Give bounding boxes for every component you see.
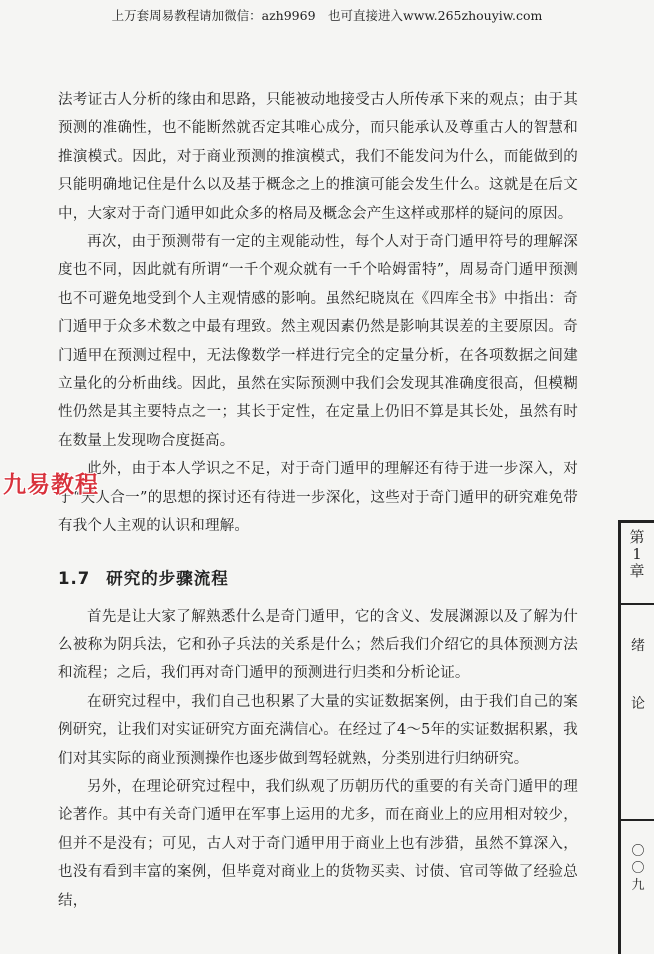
chapter-side-tab <box>618 520 654 954</box>
chapter-char: 第 <box>629 528 645 546</box>
page-body <box>58 86 578 915</box>
paragraph: 另外，在理论研究过程中，我们纵观了历朝历代的重要的有关奇门遁甲的理论著作。其中有关奇门遁甲在军事上运用的尤多，而在商业上的应用相对较少，但并不是没有；可见，古人对于奇门遁甲用于商业上也有涉猎，虽然不算深入，也没有看到丰富的案例，但毕竟对商业上的货物买卖、讨债、官司等做了经验总结， <box>58 778 578 909</box>
page-number-char: 九 <box>631 878 645 893</box>
chapter-label <box>627 529 647 580</box>
page-number <box>628 843 648 894</box>
chapter-title <box>628 617 648 733</box>
paragraph: 法考证古人分析的缘由和思路，只能被动地接受古人所传承下来的观点；由于其预测的准确性，也不能断然就否定其唯心成分，而只能承认及尊重古人的智慧和推演模式。因此，对于商业预测的推演模式，我们不能发问为什么，而能做到的只能明确地记住是什么以及基于概念之上的推演可能会发生什么。这就是在后文中，大家对于奇门遁甲如此众多的格局及概念会产生这样或那样的疑问的原因。 <box>58 92 578 222</box>
paragraph: 在研究过程中，我们自己也积累了大量的实证数据案例，由于我们自己的案例研究，让我们对实证研究方面充满信心。在经过了4～5年的实证数据积累，我们对其实际的商业预测操作也逐步做到驾轻就熟，分类别进行归纳研究。 <box>58 693 578 767</box>
paragraph: 首先是让大家了解熟悉什么是奇门遁甲，它的含义、发展渊源以及了解为什么被称为阴兵法，它和孙子兵法的关系是什么；然后我们介绍它的具体预测方法和流程；之后，我们再对奇门遁甲的预测进行归类和分析论证。 <box>58 608 578 682</box>
divider <box>621 819 654 821</box>
chapter-char: 1 <box>632 545 642 563</box>
title-char: 绪 <box>631 638 645 654</box>
chapter-char: 章 <box>629 562 645 580</box>
page-number-char: 〇 <box>631 844 645 859</box>
watermark-stamp: 九易教程 <box>3 472 99 498</box>
section-heading <box>58 565 578 589</box>
page-number-char: 〇 <box>631 861 645 876</box>
paragraph: 再次，由于预测带有一定的主观能动性，每个人对于奇门遁甲符号的理解深度也不同，因此就有所谓“一千个观众就有一千个哈姆雷特”，周易奇门遁甲预测也不可避免地受到个人主观情感的影响。虽然纪晓岚在《四库全书》中指出：奇门遁甲于众多术数之中最有理致。然主观因素仍然是影响其误差的主要原因。奇门遁甲在预测过程中，无法像数学一样进行完全的定量分析，在各项数据之间建立量化的分析曲线。因此，虽然在实际预测中我们会发现其准确度很高，但模糊性仍然是其主要特点之一；其长于定性，在定量上仍旧不算是其长处，虽然有时在数量上发现吻合度挺高。 <box>58 234 578 449</box>
divider <box>621 603 654 605</box>
page-header: 上万套周易教程请加微信：azh9969 也可直接进入www.265zhouyiw.com <box>111 8 543 23</box>
section-number: 1.7 <box>58 568 91 588</box>
title-char: 论 <box>631 696 645 712</box>
paragraph: 此外，由于本人学识之不足，对于奇门遁甲的理解还有待于进一步深入，对于“天人合一”的思想的探讨还有待进一步深化，这些对于奇门遁甲的研究难免带有我个人主观的认识和理解。 <box>58 461 578 535</box>
section-title: 研究的步骤流程 <box>106 568 229 588</box>
